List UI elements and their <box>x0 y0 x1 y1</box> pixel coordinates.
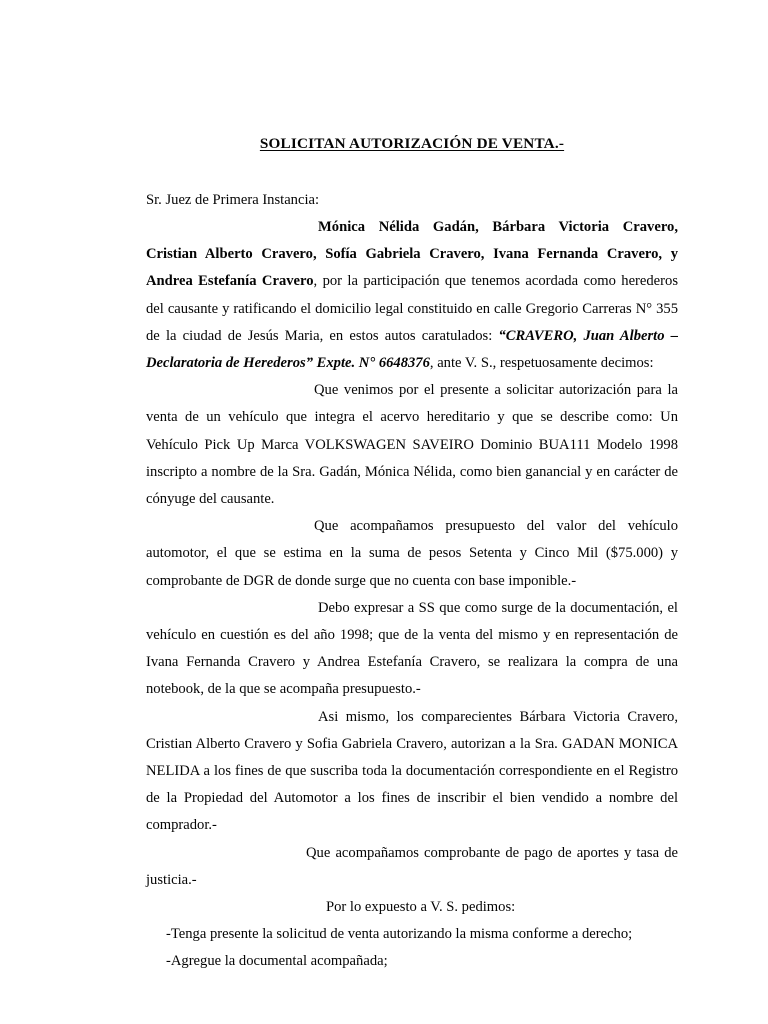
petition-list <box>146 921 678 975</box>
fees-paragraph: Que acompañamos comprobante de pago de aportes y tasa de justicia.- <box>146 844 678 888</box>
document-body <box>146 136 678 976</box>
intro-tail-text: , ante V. S., respetuosamente decimos: <box>429 354 654 371</box>
case-caption: “CRAVERO, Juan Alberto – Declaratoria de Herederos” Expte. N° 6648376 <box>146 327 678 371</box>
budget-paragraph: Que acompañamos presupuesto del valor del vehículo automotor, el que se estima en la suma de pesos Setenta y Cinco Mil ($75.000) y comprobante de DGR de donde surge que no cuenta con base imponible.- <box>146 518 678 589</box>
page-title: SOLICITAN AUTORIZACIÓN DE VENTA.- <box>259 135 565 152</box>
intro-paragraph <box>146 214 678 377</box>
petitioner-names: Mónica Nélida Gadán, Bárbara Victoria Cravero, Cristian Alberto Cravero, Sofía Gabriela Cravero, Ivana Fernanda Cravero, y Andrea Estefanía Cravero <box>146 218 678 290</box>
list-item: -Agregue la documental acompañada; <box>166 953 388 970</box>
intro-text: , por la participación que tenemos acordada como herederos del causante y ratificando el domicilio legal constituido en calle Gregorio Carreras N° 355 de la ciudad de Jesús Maria, en estos autos caratulados: <box>146 273 679 344</box>
petition-lead: Por lo expuesto a V. S. pedimos: <box>326 899 516 915</box>
statement-paragraph: Debo expresar a SS que como surge de la documentación, el vehículo en cuestión es del año 1998; que de la venta del mismo y en representación de Ivana Fernanda Cravero y Andrea Estefanía Cravero, se realizara la compra de una notebook, de la que se acompaña presupuesto.- <box>146 599 678 698</box>
request-paragraph: Que venimos por el presente a solicitar autorización para la venta de un vehículo que integra el acervo hereditario y que se describe como: Un Vehículo Pick Up Marca VOLKSWAGEN SAVEIRO Dominio BUA111 Modelo 1998 inscripto a nombre de la Sra. Gadán, Mónica Nélida, como bien ganancial y en carácter de cónyuge del causante. <box>146 382 678 507</box>
list-item: -Tenga presente la solicitud de venta autorizando la misma conforme a derecho; <box>166 926 633 943</box>
addressee-line: Sr. Juez de Primera Instancia: <box>146 191 320 208</box>
authorization-paragraph: Asi mismo, los comparecientes Bárbara Victoria Cravero, Cristian Alberto Cravero y Sofia Gabriela Cravero, autorizan a la Sra. GADAN MONICA NELIDA a los fines de que suscriba toda la documentación correspondiente en el Registro de la Propiedad del Automotor a los fines de inscribir el bien vendido a nombre del comprador.- <box>146 708 678 834</box>
